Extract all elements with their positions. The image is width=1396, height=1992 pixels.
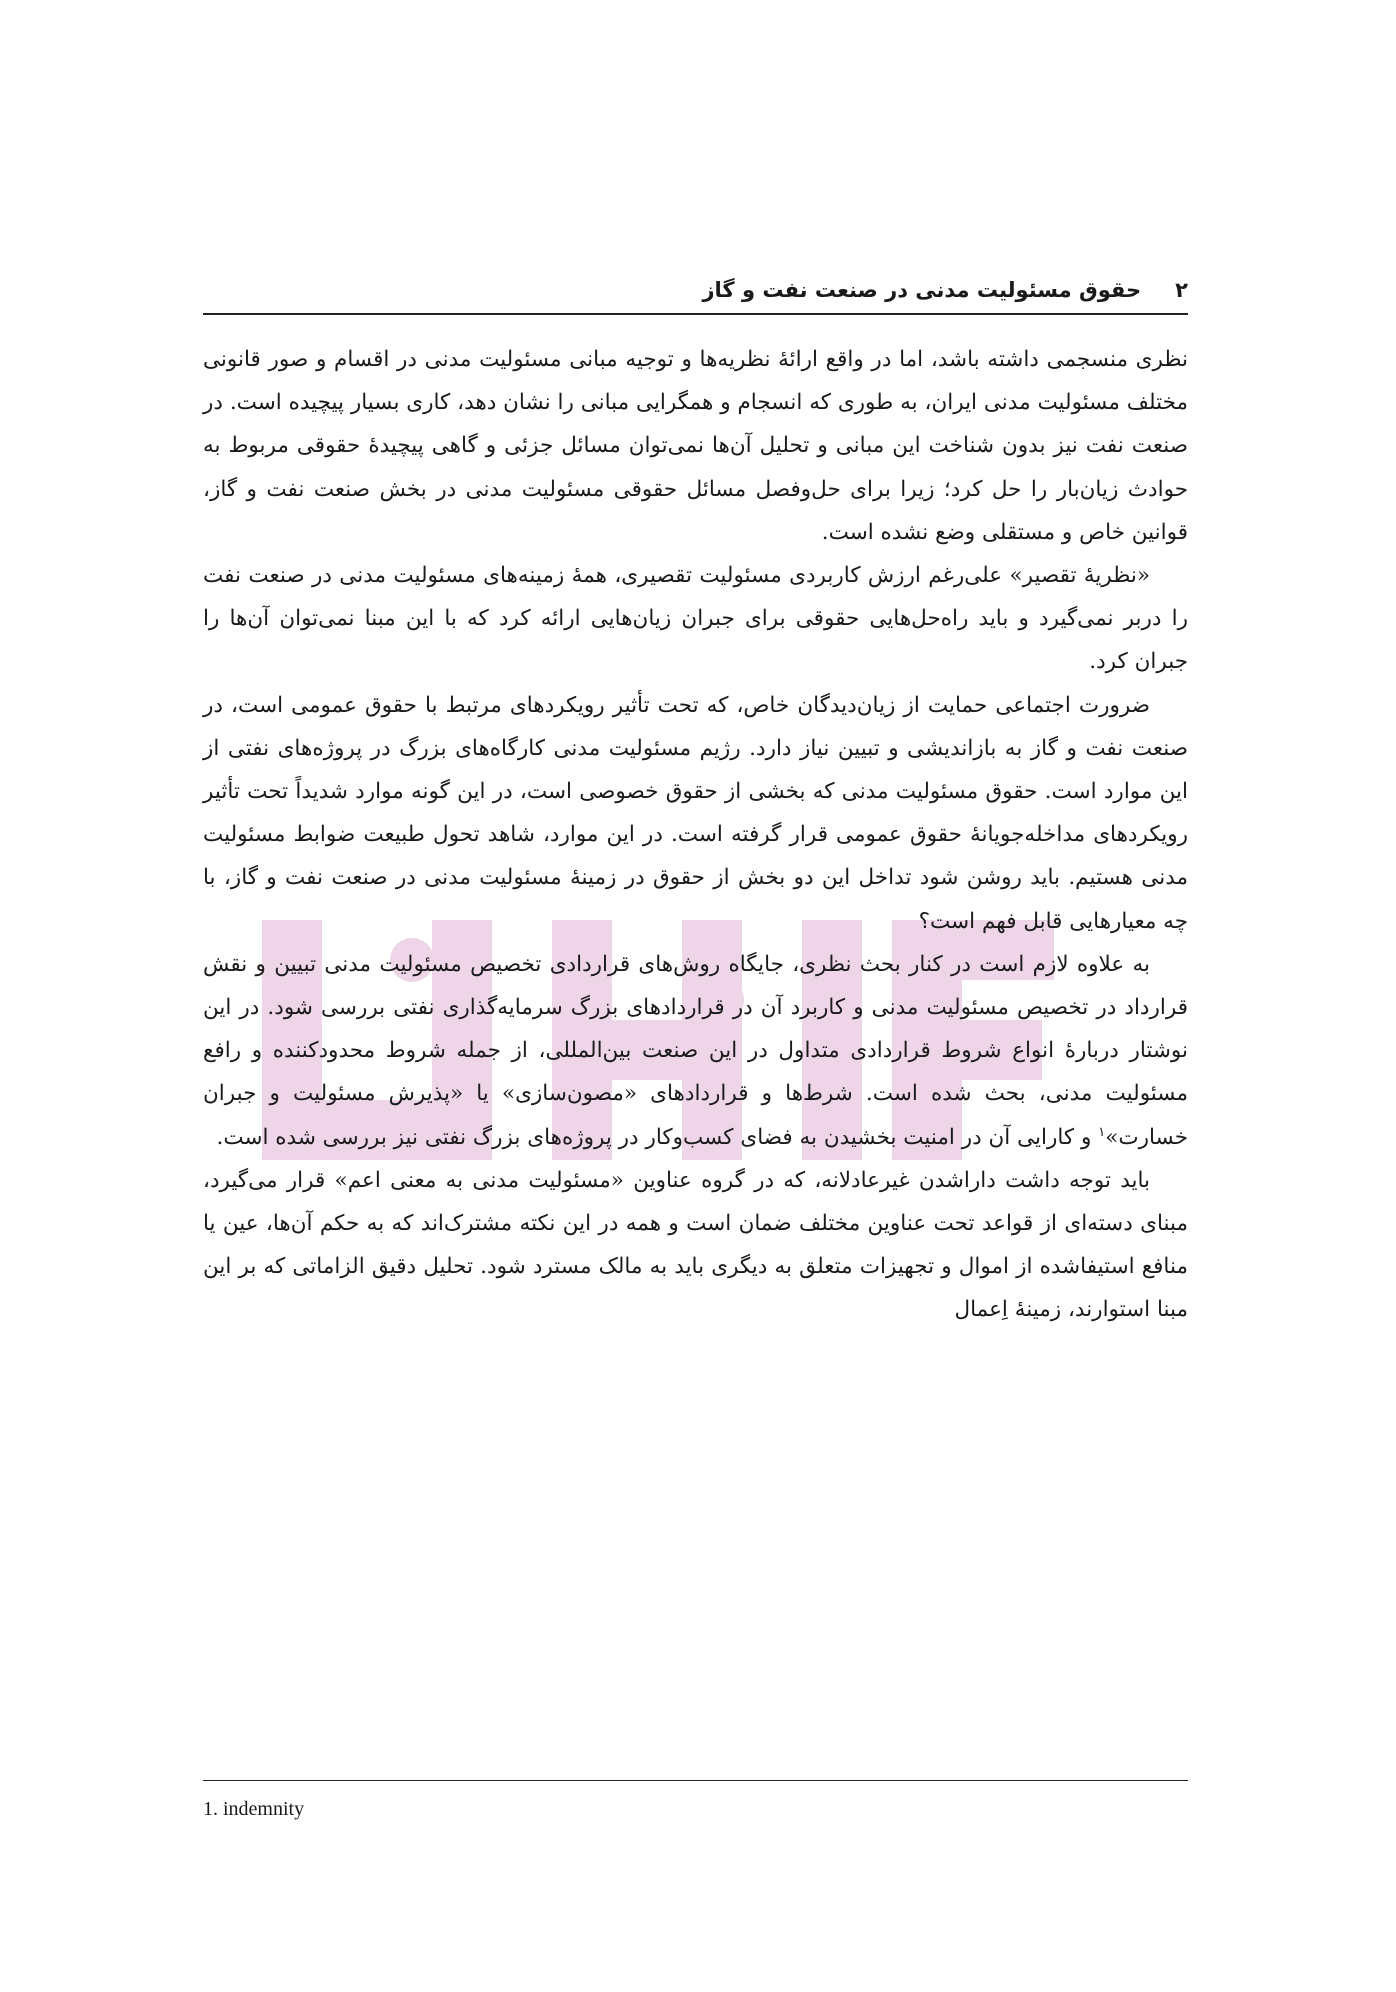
footnote-divider <box>203 1780 1188 1781</box>
page-number: ۲ <box>1175 278 1188 302</box>
footnote-reference[interactable]: ۱ <box>1098 1124 1106 1140</box>
footnote: 1. indemnity <box>203 1798 305 1820</box>
paragraph-text: به علاوه لازم است در کنار بحث نظری، جایگاه روش‌های قراردادی تخصیص مسئولیت مدنی تبیین و نقش قرارداد در تخصیص مسئولیت مدنی و کاربرد آن در قراردادهای بزرگ سرمایه‌گذاری نفتی بررسی شود. در این نوشتار دربارهٔ انواع شروط قراردادی متداول در این صنعت بین‌المللی، از جمله شروط محدودکننده و رافع مسئولیت مدنی، بحث شده است. شرط‌ها و قراردادهای «مصون‌سازی» یا «پذیرش مسئولیت و جبران خسارت» <box>203 951 1188 1150</box>
paragraph: ضرورت اجتماعی حمایت از زیان‌دیدگان خاص، که تحت تأثیر رویکردهای مرتبط با حقوق عمومی است، در صنعت نفت و گاز به بازاندیشی و تبیین نیاز دارد. رژیم مسئولیت مدنی کارگاه‌های بزرگ در پروژه‌های نفتی از این موارد است. حقوق مسئولیت مدنی که بخشی از حقوق خصوصی است، در این گونه موارد شدیداً تحت تأثیر رویکردهای مداخله‌جویانهٔ حقوق عمومی قرار گرفته است. در این موارد، شاهد تحول طبیعت ضوابط مسئولیت مدنی هستیم. باید روشن شود تداخل این دو بخش از حقوق در زمینهٔ مسئولیت مدنی در صنعت نفت و گاز، با چه معیارهایی قابل فهم است؟ <box>203 692 1188 934</box>
header-divider <box>203 313 1188 315</box>
paragraph: نظری منسجمی داشته باشد، اما در واقع ارائهٔ نظریه‌ها و توجیه مبانی مسئولیت مدنی در اقسام و صور قانونی مختلف مسئولیت مدنی ایران، به طوری که انسجام و همگرایی مبانی را نشان دهد، کاری بسیار پیچیده است. در صنعت نفت نیز بدون شناخت این مبانی و تحلیل آن‌ها نمی‌توان مسائل جزئی و گاهی پیچیدهٔ حقوقی مربوط به حوادث زیان‌بار را حل کرد؛ زیرا برای حل‌وفصل مسائل حقوقی مسئولیت مدنی در بخش صنعت نفت و گاز، قوانین خاص و مستقلی وضع نشده است. <box>203 347 1188 545</box>
paragraph-text: و کارایی آن در امنیت بخشیدن به فضای کسب‌وکار در پروژه‌های بزرگ نفتی نیز بررسی شده است. <box>216 1124 1092 1150</box>
paragraph: باید توجه داشت داراشدن غیرعادلانه، که در گروه عناوین «مسئولیت مدنی به معنی اعم» قرار می‌گیرد، مبنای دسته‌ای از قواعد تحت عناوین مختلف ضمان است و همه در این نکته مشترک‌اند که به حکم آن‌ها، عین یا منافع استیفاشده از اموال و تجهیزات متعلق به دیگری باید به مالک مسترد شود. تحلیل دقیق الزاماتی که بر این مبنا استوارند، زمینهٔ اِعمال <box>203 1167 1188 1323</box>
paragraph <box>203 943 1188 1159</box>
body-text <box>203 338 1188 1332</box>
paragraph: «نظریهٔ تقصیر» علی‌رغم ارزش کاربردی مسئولیت تقصیری، همهٔ زمینه‌های مسئولیت مدنی در صنعت نفت را دربر نمی‌گیرد و باید راه‌حل‌هایی حقوقی برای جبران زیان‌هایی ارائه کرد که با این مبنا نمی‌توان آن‌ها را جبران کرد. <box>203 563 1188 675</box>
running-title: حقوق مسئولیت مدنی در صنعت نفت و گاز <box>702 278 1142 302</box>
running-header <box>203 262 1188 302</box>
